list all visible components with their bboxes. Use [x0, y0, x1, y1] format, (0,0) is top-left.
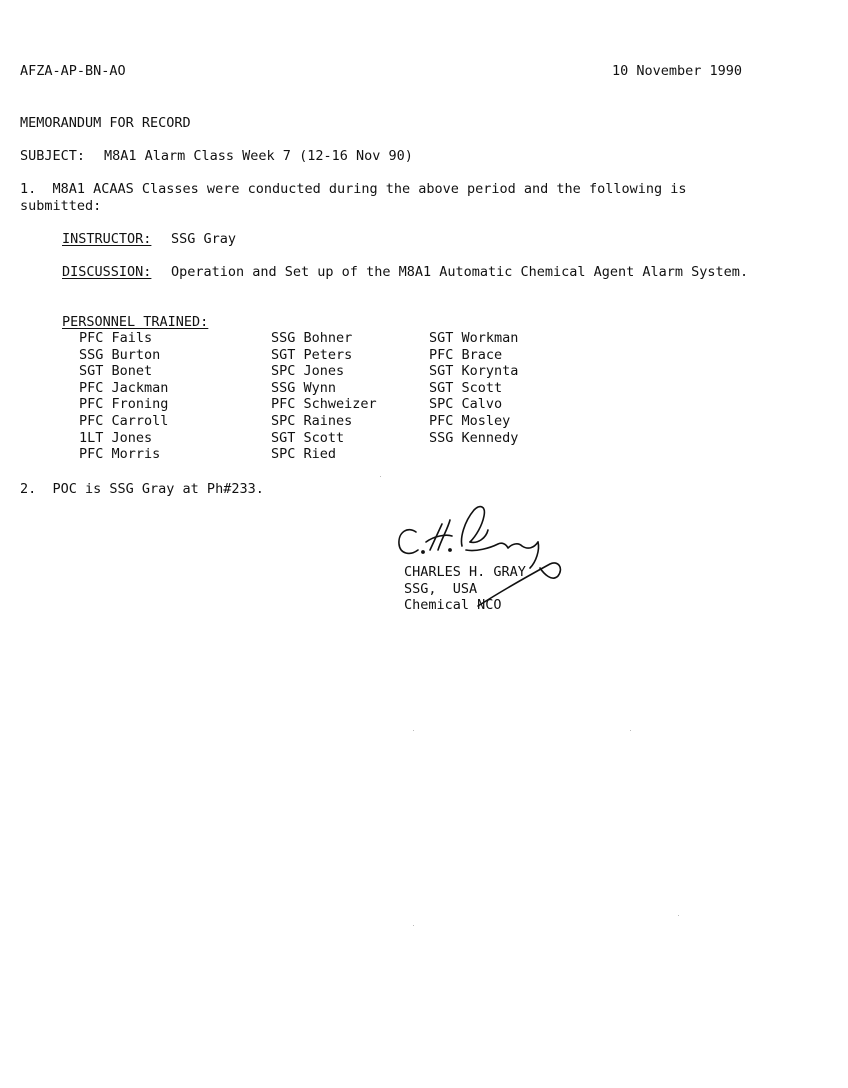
discussion-value: Operation and Set up of the M8A1 Automatic Chemical Agent Alarm System. — [171, 264, 749, 280]
list-item: SPC Calvo — [429, 396, 503, 413]
instructor-value: SSG Gray — [171, 231, 237, 247]
list-item: SPC Raines — [271, 412, 353, 429]
scan-speck — [413, 925, 414, 926]
signer-rank: SSG, USA — [404, 581, 478, 597]
list-item: PFC Morris — [79, 446, 161, 463]
list-item: SPC Jones — [271, 363, 345, 380]
list-item: SGT Scott — [429, 379, 503, 396]
signer-name: CHARLES H. GRAY — [404, 564, 526, 580]
paragraph-2: 2. POC is SSG Gray at Ph#233. — [20, 481, 264, 497]
list-item: SSG Bohner — [271, 330, 353, 346]
list-item: PFC Carroll — [79, 412, 169, 429]
subject-text: M8A1 Alarm Class Week 7 (12-16 Nov 90) — [104, 148, 413, 164]
subject-label: SUBJECT: — [20, 148, 86, 164]
list-item: PFC Mosley — [429, 412, 511, 429]
list-item: 1LT Jones — [79, 429, 153, 446]
list-item: SGT Peters — [271, 346, 353, 363]
personnel-column-3 — [429, 330, 518, 446]
list-item: SSG Wynn — [271, 379, 337, 396]
handwritten-signature — [390, 498, 570, 618]
instructor-label: INSTRUCTOR: — [62, 231, 152, 247]
personnel-trained-label: PERSONNEL TRAINED: — [62, 314, 209, 330]
scan-speck — [413, 730, 414, 731]
list-item: SPC Ried — [271, 446, 337, 463]
list-item: SSG Kennedy — [429, 429, 519, 446]
memo-type: MEMORANDUM FOR RECORD — [20, 115, 191, 131]
list-item: SGT Bonet — [79, 363, 153, 380]
list-item: PFC Jackman — [79, 379, 169, 396]
memo-date: 10 November 1990 — [612, 63, 743, 79]
signer-title: Chemical NCO — [404, 597, 502, 613]
list-item: SSG Burton — [79, 346, 161, 363]
list-item: SGT Workman — [429, 330, 519, 346]
personnel-column-2 — [271, 330, 377, 463]
office-symbol: AFZA-AP-BN-AO — [20, 63, 126, 79]
discussion-label: DISCUSSION: — [62, 264, 152, 280]
list-item: SGT Scott — [271, 429, 345, 446]
list-item: SGT Korynta — [429, 363, 519, 380]
paragraph-1-line-1: 1. M8A1 ACAAS Classes were conducted during the above period and the following is — [20, 181, 687, 197]
personnel-column-1 — [79, 330, 168, 463]
scan-speck — [678, 915, 679, 916]
list-item: PFC Brace — [429, 346, 503, 363]
list-item: PFC Schweizer — [271, 396, 377, 413]
scan-speck — [380, 476, 381, 477]
paragraph-1-line-2: submitted: — [20, 198, 102, 214]
list-item: PFC Froning — [79, 396, 169, 413]
list-item: PFC Fails — [79, 330, 153, 346]
scan-speck — [630, 730, 631, 731]
